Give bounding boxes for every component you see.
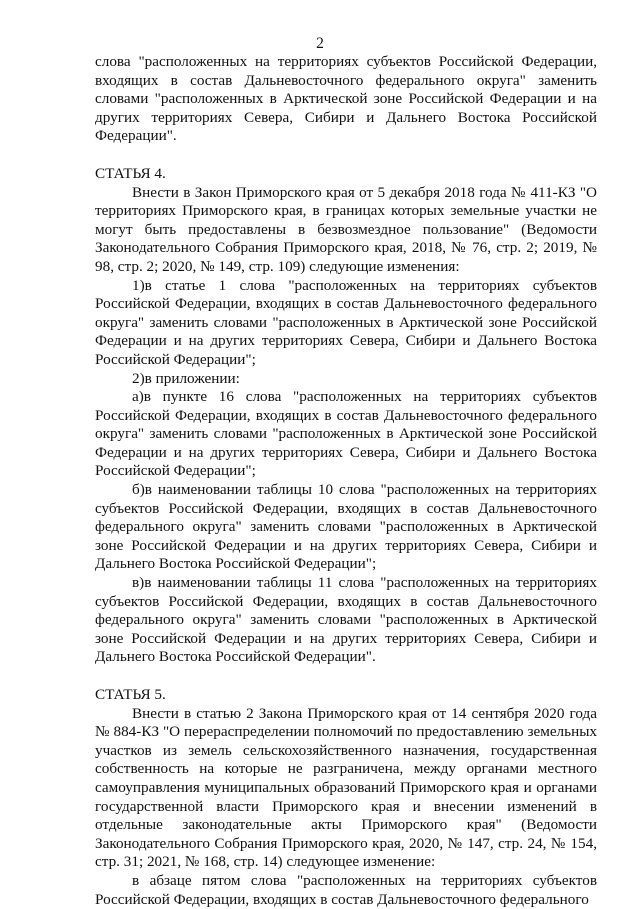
article-4-item-2b: б)в наименовании таблицы 10 слова "расположенных на территориях субъектов Российской Федерации, входящих в состав Дальневосточного федерального округа" заменить словами "расположенных в Арктической зоне Российской Федерации и на других территориях Севера, Сибири и Дальнего Востока Российской Федерации"; <box>95 481 597 573</box>
page-number: 2 <box>316 35 324 52</box>
article-4-item-1: 1)в статье 1 слова "расположенных на территориях субъектов Российской Федерации, входящих в состав Дальневосточного федерального округа" заменить словами "расположенных в Арктической зоне Российской Федерации и на других территориях Севера, Сибири и Дальнего Востока Российской Федерации"; <box>95 276 597 368</box>
article-4-item-2c: в)в наименовании таблицы 11 слова "расположенных на территориях субъектов Российской Федерации, входящих в состав Дальневосточного федерального округа" заменить словами "расположенных в Арктической зоне Российской Федерации и на других территориях Севера, Сибири и Дальнего Востока Российской Федерации". <box>95 574 597 666</box>
article-5-intro: Внести в статью 2 Закона Приморского края от 14 сентября 2020 года № 884-КЗ "О перераспределении полномочий по предоставлению земельных участков из земель сельскохозяйственного назначения, государственная собственность на которые не разграничена, между органами местного самоуправления муниципальных образований Приморского края и органами государственной власти Приморского края и внесении изменений в отдельные законодательные акты Приморского края" (Ведомости Законодательного Собрания Приморского края, 2020, № 147, стр. 24, № 154, стр. 31; 2021, № 168, стр. 14) следующее изменение: <box>95 704 597 871</box>
article-5-amendment: в абзаце пятом слова "расположенных на территориях субъектов Российской Федерации, входящих в состав Дальневосточного федерального <box>95 871 597 908</box>
article-4-item-2: 2)в приложении: <box>132 369 240 387</box>
article-5-heading: СТАТЬЯ 5. <box>95 686 166 703</box>
spacer <box>95 146 597 165</box>
article-4-heading: СТАТЬЯ 4. <box>95 164 166 182</box>
article-4-intro: Внести в Закон Приморского края от 5 декабря 2018 года № 411-КЗ "О территориях Приморского края, в границах которых земельные участки не могут быть предоставлены в безвозмездное пользование" (Ведомости Законодательного Собрания Приморского края, 2018, № 76, стр. 2; 2019, № 98, стр. 2; 2020, № 149, стр. 109) следующие изменения: <box>95 183 597 275</box>
spacer <box>95 667 597 686</box>
paragraph-article3-tail: слова "расположенных на территориях субъектов Российской Федерации, входящих в состав Дальневосточного федерального округа" заменить словами "расположенных в Арктической зоне Российской Федерации и на других территориях Севера, Сибири и Дальнего Востока Российской Федерации". <box>95 53 597 145</box>
article-4-item-2a: а)в пункте 16 слова "расположенных на территориях субъектов Российской Федерации, входящих в состав Дальневосточного федерального округа" заменить словами "расположенных в Арктической зоне Российской Федерации и на других территориях Севера, Сибири и Дальнего Востока Российской Федерации"; <box>95 388 597 480</box>
document-body <box>95 53 597 909</box>
